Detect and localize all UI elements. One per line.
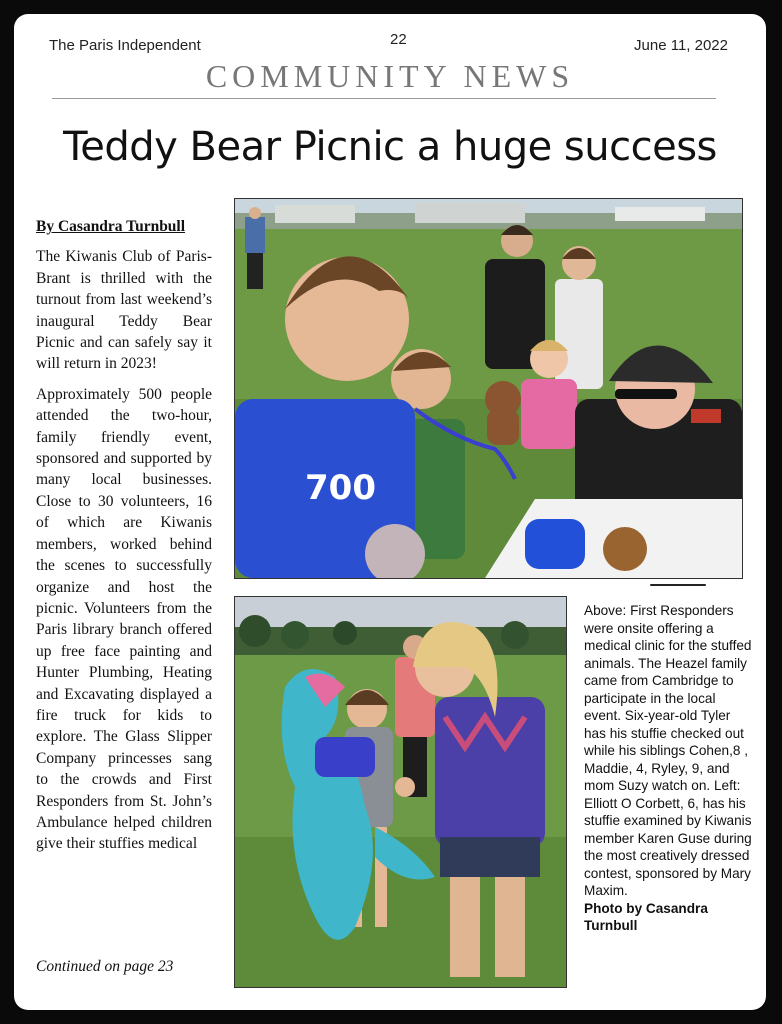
publication-name: The Paris Independent xyxy=(49,37,201,54)
pen-mark xyxy=(650,584,706,586)
page-number: 22 xyxy=(390,31,407,48)
photo-credit: Photo by Casandra Turnbull xyxy=(584,900,708,933)
byline: By Casandra Turnbull xyxy=(36,218,186,235)
article-body xyxy=(36,216,212,864)
svg-text:700: 700 xyxy=(305,468,376,508)
caption-text: Above: First Responders were onsite offering a medical clinic for the stuffed animals. The Heazel family came from Cambridge to participate in the local event. Six-year-old Tyler has his stuffie checked out while his siblings Cohen,8 , Maddie, 4, Ryley, 9, and mom Suzy watch on. Left: Elliott O Corbett, 6, has his stuffie examined by Kiwanis member Karen Guse during the most creatively dressed contest, sponsored by Mary Maxim. xyxy=(584,603,752,898)
newspaper-page xyxy=(14,14,766,1010)
section-title: COMMUNITY NEWS xyxy=(205,58,575,94)
paragraph-1: The Kiwanis Club of Paris-Brant is thrilled with the turnout from last weekend’s inaugural Teddy Bear Picnic and can safely say it will return in 2023! xyxy=(36,248,212,373)
section-divider xyxy=(52,98,716,99)
photo-stuffie-contest xyxy=(234,596,567,988)
paragraph-2: Approximately 500 people attended the two-hour, family friendly event, sponsored and supported by many local businesses. Close to 30 volunteers, 16 of which are Kiwanis members, worked behind the scenes to successfully organize and host the picnic. Volunteers from the Paris library branch offered up free face painting and Hunter Plumbing, Heating and Excavating displayed a fire truck for kids to explore. The Glass Slipper Company princesses sang to the crowds and First Responders from St. John’s Ambulance helped children give their stuffies medical xyxy=(36,385,212,853)
photo-caption xyxy=(584,602,752,935)
article-headline: Teddy Bear Picnic a huge success xyxy=(63,124,717,170)
continued-note: Continued on page 23 xyxy=(36,958,174,975)
issue-date: June 11, 2022 xyxy=(634,37,728,54)
photo-medical-clinic xyxy=(234,198,743,579)
